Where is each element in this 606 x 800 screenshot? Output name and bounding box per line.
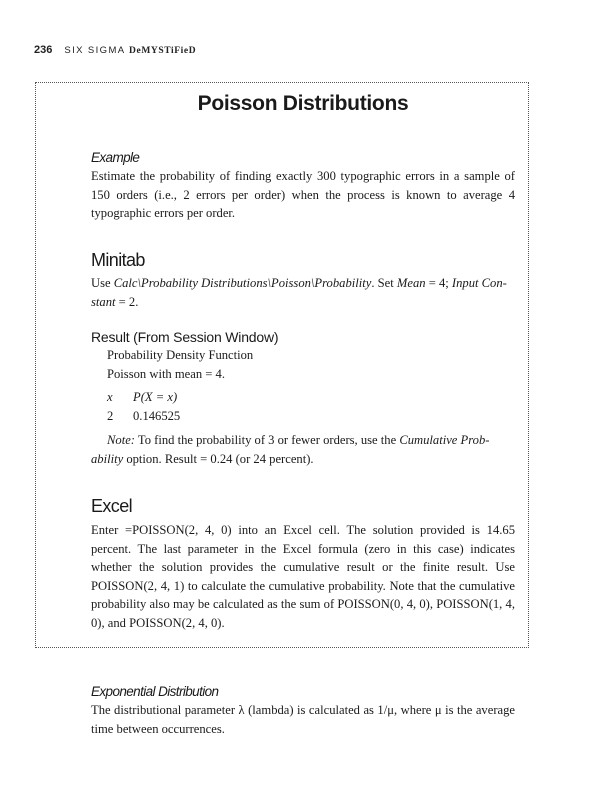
- example-text: Estimate the probability of finding exactly 300 typographic errors in a sample of 150 orders (i.e., 2 errors per order) when the process is known to average 4 typographic errors per order.: [91, 169, 515, 221]
- note-line2: ability option. Result = 0.24 (or 24 percent).: [91, 452, 314, 466]
- excel-heading: Excel: [91, 496, 133, 516]
- page-number: 236: [34, 44, 53, 56]
- excel-text: Enter =POISSON(2, 4, 0) into an Excel cell. The solution provided is 14.65 percent. The last parameter in the Excel formula (zero in this case) indicates whether the solution provides the cumulative result or the finite result. Use POISSON(2, 4, 1) to calculate the cumulative probability. Note that the cumulative probability also may be calculated as the sum of POISSON(0, 4, 0), POISSON(1, 4, 0), and POISSON(2, 4, 0).: [91, 523, 515, 630]
- result-x-value: 2: [107, 409, 114, 423]
- result-p-value: 0.146525: [133, 409, 181, 423]
- exponential-text: The distributional parameter λ (lambda) is calculated as 1/μ, where μ is the average time between occurrences.: [91, 703, 515, 736]
- running-head: [34, 44, 196, 56]
- result-heading: Result (From Session Window): [91, 329, 279, 345]
- example-heading: Example: [91, 150, 140, 165]
- column-p-header: P(X = x): [133, 390, 178, 404]
- book-title-demystified: DeMYSTiFieD: [129, 46, 197, 56]
- poisson-mean-line: Poisson with mean = 4.: [107, 367, 225, 381]
- minitab-heading: Minitab: [91, 250, 145, 270]
- box-title: Poisson Distributions: [197, 92, 409, 115]
- pdf-label: Probability Density Function: [107, 348, 254, 362]
- book-title: SIX SIGMA: [64, 45, 130, 56]
- column-x-header: x: [107, 390, 113, 404]
- minitab-instruction-line2: stant = 2.: [91, 295, 139, 309]
- exponential-heading: Exponential Distribution: [91, 684, 219, 699]
- note-line1: Note: To find the probability of 3 or fewer orders, use the Cumulative Prob-: [107, 433, 490, 447]
- minitab-instruction-line1: Use Calc\Probability Distributions\Poisson\Probability. Set Mean = 4; Input Con-: [91, 276, 507, 290]
